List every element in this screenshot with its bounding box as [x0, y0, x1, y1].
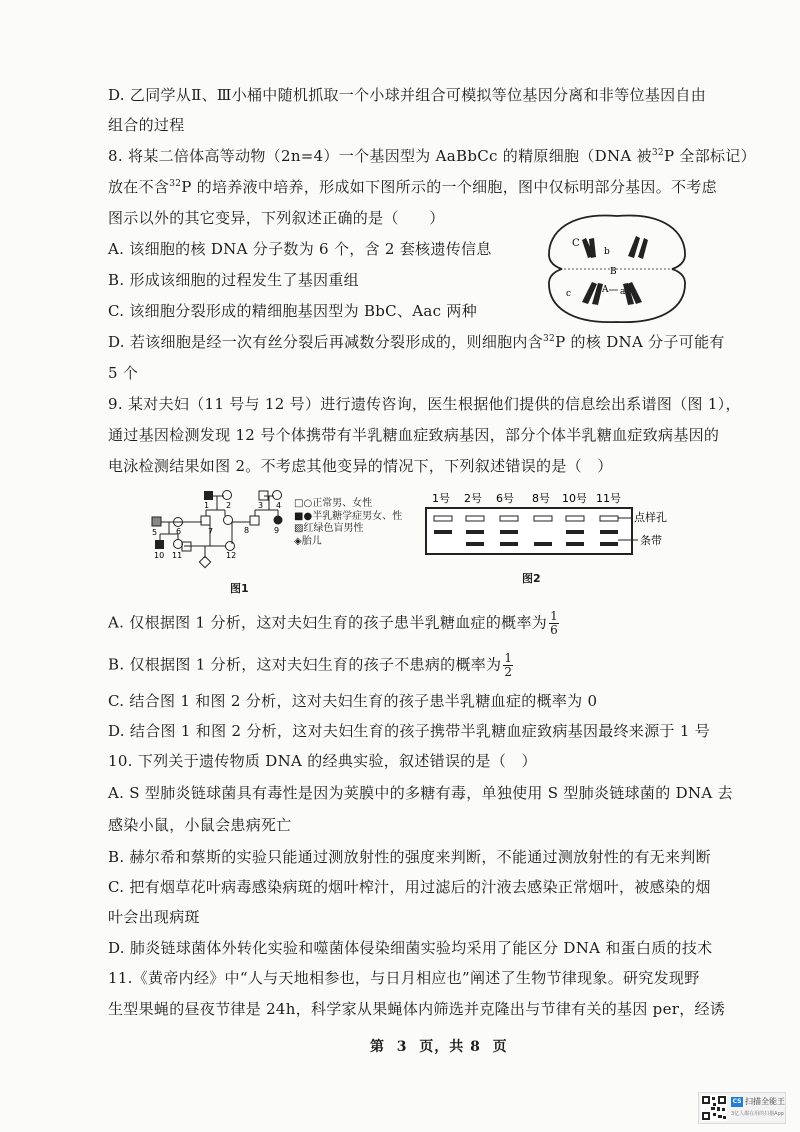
- lane-label: 1号: [432, 492, 450, 505]
- pedigree-number: 11: [172, 551, 183, 560]
- q10-option-c-line1: C. 把有烟草花叶病毒感染病斑的烟叶榨汁，用过滤后的汁液去感染正常烟叶，被感染的烟: [108, 878, 711, 896]
- pedigree-number: 7: [208, 527, 214, 536]
- q8-option-d: D. 若该细胞是经一次有丝分裂后再减数分裂形成的，则细胞内含$^{32}$P 的核 DNA 分子可能有: [108, 333, 725, 351]
- pedigree-number: 10: [154, 551, 165, 560]
- q8-option-b: B. 形成该细胞的过程发生了基因重组: [108, 271, 359, 289]
- q10-option-a-line1: A. S 型肺炎链球菌具有毒性是因为荚膜中的多糖有毒，单独使用 S 型肺炎链球菌的 DNA 去: [108, 784, 733, 802]
- pedigree-number: 1: [204, 501, 210, 510]
- gene-label-C: C: [572, 238, 580, 249]
- scanner-title: 扫描全能王: [745, 1097, 785, 1106]
- q10-option-a-line2: 感染小鼠，小鼠会患病死亡: [108, 816, 292, 834]
- q10-option-d: D. 肺炎链球菌体外转化实验和噬菌体侵染细菌实验均采用了能区分 DNA 和蛋白质的技术: [108, 939, 713, 957]
- lane-label: 10号: [562, 492, 587, 505]
- q10-stem: 10. 下列关于遗传物质 DNA 的经典实验，叙述错误的是（ ）: [108, 752, 537, 770]
- q9-stem-line2: 通过基因检测发现 12 号个体携带有半乳糖血症致病基因，部分个体半乳糖血症致病基因的: [108, 426, 720, 444]
- scanner-subtitle: 3亿人都在用的扫描App: [731, 1111, 784, 1117]
- q9-option-c: C. 结合图 1 和图 2 分析，这对夫妇生育的孩子患半乳糖血症的概率为 0: [108, 692, 598, 710]
- pedigree-chart: [140, 486, 300, 581]
- q10-option-b: B. 赫尔希和蔡斯的实验只能通过测放射性的强度来判断，不能通过测放射性的有无来判断: [108, 848, 711, 866]
- q9-option-b: B. 仅根据图 1 分析，这对夫妇生育的孩子不患病的概率为 $\frac{1}{2}$: [108, 651, 513, 679]
- scanner-logo: CS: [732, 1098, 742, 1105]
- q9-option-d: D. 结合图 1 和图 2 分析，这对夫妇生育的孩子携带半乳糖血症致病基因最终来源于 1 号: [108, 722, 711, 740]
- q8-stem-line1: 8. 将某二倍体高等动物（2n=4）一个基因型为 AaBbCc 的精原细胞（DNA 被$^{32}$P 全部标记）: [108, 147, 756, 165]
- band-label: 条带: [640, 534, 662, 547]
- electrophoresis-gel: [418, 490, 678, 560]
- q7-option-d-line1: D. 乙同学从Ⅱ、Ⅲ小桶中随机抓取一个小球并组合可模拟等位基因分离和非等位基因自由: [108, 86, 706, 104]
- pedigree-legend: [294, 498, 402, 548]
- gene-label-c: c: [566, 289, 572, 299]
- figure-2-label: 图2: [522, 572, 541, 585]
- figure-1-label: 图1: [230, 582, 249, 595]
- lane-label: 2号: [464, 492, 482, 505]
- lane-label: 8号: [532, 492, 550, 505]
- legend-item-normal: □○正常男、女性: [294, 498, 373, 509]
- q10-option-c-line2: 叶会出现病斑: [108, 908, 200, 926]
- legend-item-colorblind: ▨红绿色盲男性: [294, 523, 364, 534]
- q8-stem-line2: 放在不含$^{32}$P 的培养液中培养，形成如下图所示的一个细胞，图中仅标明部分基因。不考虑: [108, 178, 717, 196]
- lane-label: 11号: [596, 492, 621, 505]
- gene-label-A: A: [602, 285, 609, 295]
- q8-option-a: A. 该细胞的核 DNA 分子数为 6 个，含 2 套核遗传信息: [108, 240, 492, 258]
- q11-stem-line1: 11.《黄帝内经》中“人与天地相参也，与日月相应也”阐述了生物节律现象。研究发现野: [108, 969, 700, 987]
- q8-option-d-cont: 5 个: [108, 364, 139, 382]
- pedigree-number: 5: [152, 528, 158, 537]
- dividing-cell-diagram: [546, 212, 688, 326]
- q7-option-d-line2: 组合的过程: [108, 116, 185, 134]
- scanner-watermark-badge: [698, 1092, 786, 1124]
- pedigree-number: 9: [274, 526, 280, 535]
- qr-code-icon: [701, 1095, 727, 1121]
- q9-stem-line3: 电泳检测结果如图 2。不考虑其他变异的情况下，下列叙述错误的是（ ）: [108, 457, 613, 475]
- q8-stem-line3: 图示以外的其它变异，下列叙述正确的是（ ）: [108, 209, 445, 227]
- fraction-one-half: $\frac{1}{2}$: [504, 651, 513, 679]
- pedigree-number: 4: [276, 501, 282, 510]
- q11-stem-line2: 生型果蝇的昼夜节律是 24h，科学家从果蝇体内筛选并克隆出与节律有关的基因 per，经诱: [108, 1000, 726, 1018]
- fraction-one-sixth: $\frac{1}{6}$: [550, 609, 558, 637]
- page-footer: 第 3 页，共 8 页: [370, 1039, 508, 1055]
- pedigree-number: 3: [258, 501, 264, 510]
- gene-label-b: b: [604, 247, 610, 257]
- q9-stem-line1: 9. 某对夫妇（11 号与 12 号）进行遗传咨询，医生根据他们提供的信息绘出系谱图（图 1），: [108, 395, 741, 413]
- pedigree-number: 8: [244, 526, 250, 535]
- gene-label-B: B: [610, 267, 617, 277]
- legend-item-fetus: ◈胎儿: [294, 535, 322, 547]
- legend-item-galactosemia: ■●半乳糖学症男女、性: [294, 510, 403, 522]
- q8-option-c: C. 该细胞分裂形成的精细胞基因型为 BbC、Aac 两种: [108, 302, 477, 320]
- pedigree-number: 12: [226, 551, 237, 560]
- q9-option-a: A. 仅根据图 1 分析，这对夫妇生育的孩子患半乳糖血症的概率为 $\frac{1}{6}$: [108, 609, 558, 637]
- pedigree-number: 6: [176, 527, 182, 536]
- well-label: 点样孔: [634, 511, 667, 524]
- gene-label-a: a: [620, 287, 626, 297]
- pedigree-number: 2: [226, 501, 232, 510]
- lane-label: 6号: [496, 492, 514, 505]
